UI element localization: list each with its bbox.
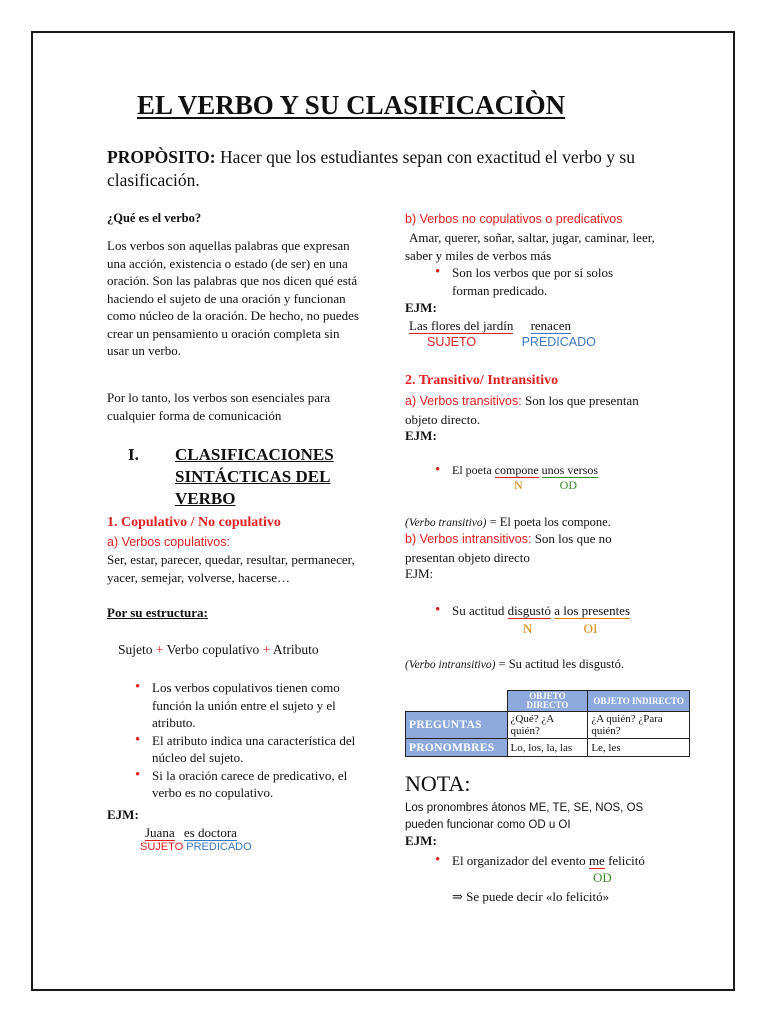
example-label: EJM:	[405, 300, 437, 315]
n-tag: N	[514, 478, 523, 492]
list-item: • El atributo indica una característica del núcleo del sujeto.	[128, 732, 368, 767]
intransitive-note	[405, 655, 624, 675]
plus-sign: +	[262, 642, 271, 657]
list-item	[428, 602, 668, 620]
list-item	[428, 852, 688, 870]
example-pronoun: me	[588, 853, 605, 868]
example-sentence	[145, 824, 237, 842]
list-item	[428, 462, 668, 480]
predicative-heading: b) Verbos no copulativos o predicativos	[405, 212, 623, 226]
page-title: EL VERBO Y SU CLASIFICACIÒN	[137, 90, 566, 120]
row-label: PREGUNTAS	[406, 712, 508, 739]
table-row	[406, 739, 690, 757]
list-item: • Son los verbos que por sí solos forman predicado.	[428, 264, 628, 299]
verb-conclusion: Por lo tanto, los verbos son esenciales para cualquier forma de comunicación	[107, 390, 331, 423]
copulative-heading: 1. Copulativo / No copulativo	[107, 515, 281, 530]
intransitive-example	[428, 602, 668, 620]
od-tag: OD	[593, 870, 612, 885]
transitive-label: a) Verbos transitivos:	[405, 394, 522, 408]
purpose	[107, 146, 667, 192]
example-tags	[427, 334, 596, 352]
structure-formula	[118, 641, 319, 659]
copulative-subheading: a) Verbos copulativos:	[107, 535, 230, 549]
example-label: EJM:	[107, 807, 139, 822]
example-subject: Juana	[145, 825, 175, 840]
example-tags	[514, 478, 577, 493]
table-header: OBJETO DIRECTO	[507, 691, 588, 712]
section-title: CLASIFICACIONES SINTÁCTICAS DEL VERBO	[175, 445, 334, 508]
predicate-tag: PREDICADO	[186, 841, 252, 853]
example-predicate: es doctora	[183, 825, 237, 840]
n-tag: N	[523, 621, 533, 636]
plus-sign: +	[155, 642, 164, 657]
predicate-tag: PREDICADO	[521, 335, 596, 349]
row-label: PRONOMBRES	[406, 739, 508, 757]
transitive-text: Son los que presentan objeto directo.	[405, 393, 639, 427]
list-item: • Si la oración carece de predicativo, el verbo es no copulativo.	[128, 767, 368, 802]
formula-attribute: Atributo	[272, 642, 319, 657]
note-label: (Verbo transitivo)	[405, 517, 487, 529]
intransitive-label: b) Verbos intransitivos:	[405, 532, 532, 546]
note-text: = Su actitud les disgustó.	[495, 657, 624, 671]
purpose-label: PROPÒSITO:	[107, 147, 216, 167]
table-cell: Lo, los, la, las	[507, 739, 588, 757]
example-pre: Su actitud	[452, 603, 508, 618]
formula-subject: Sujeto	[118, 642, 153, 657]
transitive-example	[428, 462, 668, 480]
example-pre: El organizador del evento	[452, 853, 589, 868]
verb-definition: Los verbos son aquellas palabras que expresan una acción, existencia o estado (de ser) en una oración. Son las palabras que nos dicen qué está haciendo el sujeto de una oración y funcionan como núcleo de la oración. De hecho, no puedes crear un pensamiento u oración completa sin usar un verbo.	[107, 238, 359, 358]
note-label: (Verbo intransitivo)	[405, 659, 496, 671]
example-verb: compone	[494, 463, 539, 477]
section-numeral: I.	[128, 445, 139, 464]
purpose-text: Hacer que los estudiantes sepan con exactitud el verbo y su clasificación.	[107, 147, 635, 190]
table-cell: ¿A quién? ¿Para quién?	[588, 712, 690, 739]
example-tags	[523, 620, 597, 638]
formula-verb: Verbo copulativo	[166, 642, 260, 657]
nota-text: Los pronombres átonos ME, TE, SE, NOS, OS pueden funcionar como OD u OI	[405, 802, 644, 831]
od-tag: OD	[559, 478, 578, 492]
oi-tag: OI	[583, 621, 598, 636]
nota-conclusion: ⇒ Se puede decir «lo felicitó»	[452, 889, 610, 904]
example-post: felicitó	[604, 853, 645, 868]
example-label: EJM:	[405, 566, 434, 581]
note-text: = El poeta los compone.	[486, 515, 611, 529]
example-object: a los presentes	[554, 603, 631, 618]
example-pre: El poeta	[452, 463, 495, 477]
transitive-heading: 2. Transitivo/ Intransitivo	[405, 373, 559, 388]
nota-example	[428, 852, 688, 870]
example-predicate: renacen	[530, 318, 571, 333]
question-heading: ¿Qué es el verbo?	[107, 211, 202, 225]
transitive-definition	[405, 392, 657, 428]
example-subject: Las flores del jardín	[409, 318, 514, 333]
subject-tag: SUJETO	[140, 841, 184, 853]
example-tags	[140, 841, 252, 853]
intransitive-definition	[405, 530, 657, 566]
example-verb: disgustó	[507, 603, 551, 618]
copulative-verb-list: Ser, estar, parecer, quedar, resultar, permanecer, yacer, semejar, volverse, hacerse…	[107, 552, 355, 585]
table-row	[406, 712, 690, 739]
example-object: unos versos	[541, 463, 598, 477]
copulative-bullets	[128, 679, 368, 802]
example-sentence	[409, 317, 571, 335]
nota-heading: NOTA:	[405, 771, 471, 796]
example-label: EJM:	[405, 428, 437, 443]
intransitive-text: Son los que no presentan objeto directo	[405, 531, 612, 565]
example-label: EJM:	[405, 833, 437, 848]
list-item: • Los verbos copulativos tienen como función la unión entre el sujeto y el atributo.	[128, 679, 368, 732]
structure-label: Por su estructura:	[107, 605, 208, 620]
pronoun-table	[405, 690, 690, 757]
predicative-verb-list: Amar, querer, soñar, saltar, jugar, caminar, leer, saber y miles de verbos más	[405, 230, 655, 263]
table-cell: ¿Qué? ¿A quién?	[507, 712, 588, 739]
table-header: OBJETO INDIRECTO	[588, 691, 690, 712]
table-cell: Le, les	[588, 739, 690, 757]
predicative-bullets	[428, 264, 628, 299]
subject-tag: SUJETO	[427, 335, 477, 349]
